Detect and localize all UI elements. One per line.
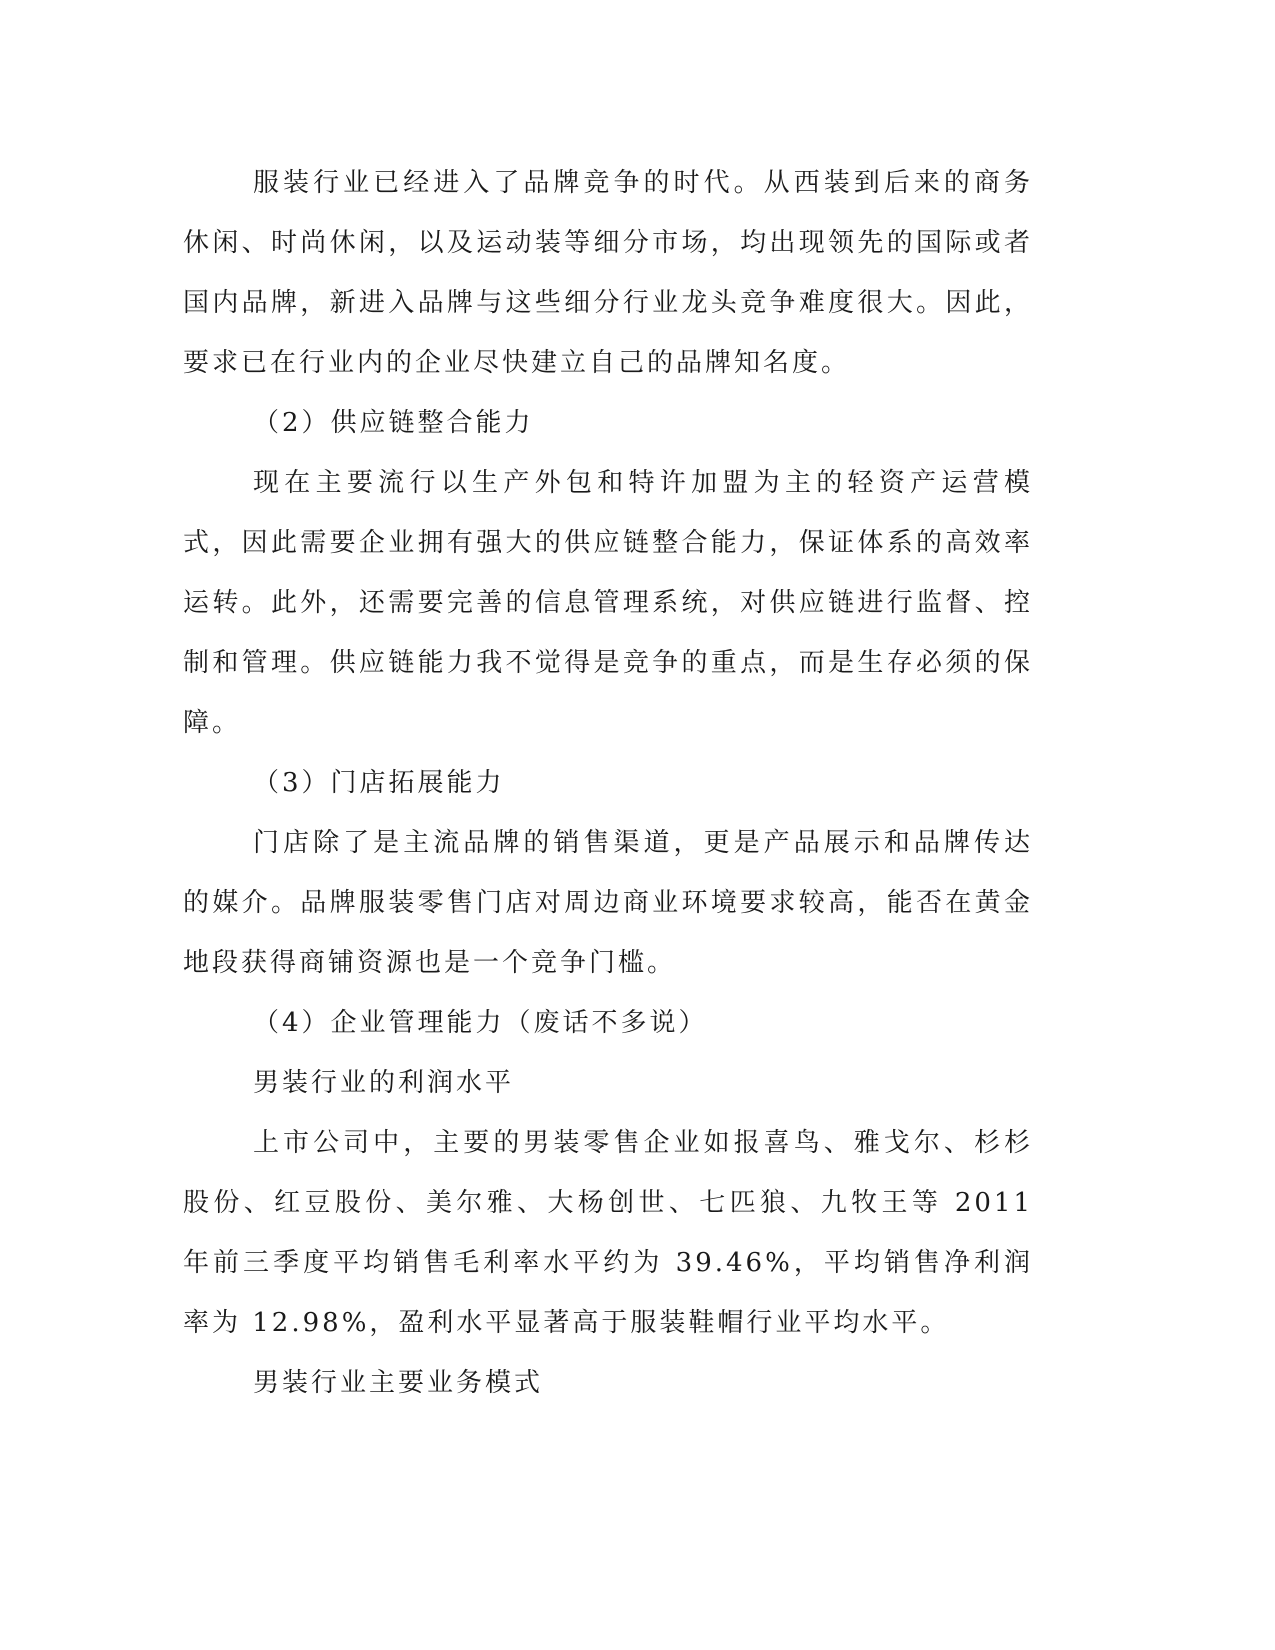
- paragraph-profit-level: 上市公司中，主要的男装零售企业如报喜鸟、雅戈尔、杉杉股份、红豆股份、美尔雅、大杨创世、七匹狼、九牧王等 2011 年前三季度平均销售毛利率水平约为 39.46%，平均销售净利润率为 12.98%，盈利水平显著高于服装鞋帽行业平均水平。: [183, 1128, 1033, 1338]
- paragraph-supply-chain: 现在主要流行以生产外包和特许加盟为主的轻资产运营模式，因此需要企业拥有强大的供应链整合能力，保证体系的高效率运转。此外，还需要完善的信息管理系统，对供应链进行监督、控制和管理。供应链能力我不觉得是竞争的重点，而是生存必须的保障。: [183, 468, 1033, 738]
- heading-store-expansion: （3）门店拓展能力: [253, 768, 505, 798]
- paragraph-brand-competition: 服装行业已经进入了品牌竞争的时代。从西装到后来的商务休闲、时尚休闲，以及运动装等细分市场，均出现领先的国际或者国内品牌，新进入品牌与这些细分行业龙头竞争难度很大。因此，要求已在行业内的企业尽快建立自己的品牌知名度。: [183, 168, 1033, 378]
- heading-business-model: 男装行业主要业务模式: [253, 1368, 544, 1398]
- heading-profit-level: 男装行业的利润水平: [253, 1068, 515, 1098]
- heading-supply-chain: （2）供应链整合能力: [253, 408, 534, 438]
- paragraph-store-expansion: 门店除了是主流品牌的销售渠道，更是产品展示和品牌传达的媒介。品牌服装零售门店对周边商业环境要求较高，能否在黄金地段获得商铺资源也是一个竞争门槛。: [183, 828, 1033, 978]
- heading-management: （4）企业管理能力（废话不多说）: [253, 1008, 708, 1038]
- document-body: [183, 153, 1033, 1413]
